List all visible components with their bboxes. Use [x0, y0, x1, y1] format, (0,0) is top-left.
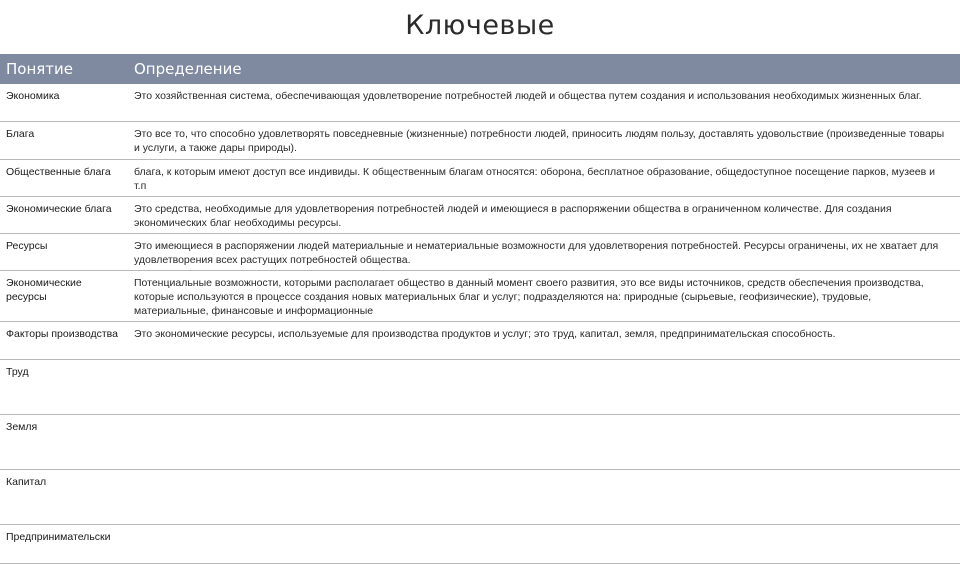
table-row — [0, 525, 960, 564]
table-row — [0, 160, 960, 197]
row-definition: Это экономические ресурсы, используемые для производства продуктов и услуг; это труд, капитал, земля, предпринимательская способность. — [127, 322, 960, 360]
row-definition: Потенциальные возможности, которыми располагает общество в данный момент своего развития, это все виды источников, средств обеспечения производства, которые используются в процессе создания новых материальных благ и услуг; подразделяются на: природные (сырьевые, геофизические), трудовые, материальные, финансовые и информационные — [127, 271, 960, 322]
row-definition — [127, 525, 960, 564]
row-term: Земля — [0, 415, 127, 470]
table-row — [0, 234, 960, 271]
header-definition: Определение — [127, 54, 960, 84]
row-definition: Это все то, что способно удовлетворять повседневные (жизненные) потребности людей, приносить людям пользу, доставлять удовольствие (произведенные товары и услуги, а также дары природы). — [127, 122, 960, 160]
row-term: Экономические блага — [0, 197, 127, 234]
table-header-row — [0, 54, 960, 84]
slide-title: Ключевые — [405, 10, 555, 41]
table-row — [0, 197, 960, 234]
row-definition — [127, 415, 960, 470]
row-term: Факторы производства — [0, 322, 127, 360]
header-term: Понятие — [0, 54, 127, 84]
row-term: Капитал — [0, 470, 127, 525]
table-row — [0, 271, 960, 322]
table-row — [0, 415, 960, 470]
row-definition: блага, к которым имеют доступ все индивиды. К общественным благам относятся: оборона, бесплатное образование, общедоступное посещение парков, музеев и т.п — [127, 160, 960, 197]
table-row — [0, 122, 960, 160]
row-term: Предпринимательски — [0, 525, 127, 564]
row-term: Общественные блага — [0, 160, 127, 197]
row-term: Экономические ресурсы — [0, 271, 127, 322]
row-term: Блага — [0, 122, 127, 160]
row-definition: Это имеющиеся в распоряжении людей материальные и нематериальные возможности для удовлетворения потребностей. Ресурсы ограничены, их не хватает для удовлетворения всех растущих потребностей общества. — [127, 234, 960, 271]
row-term: Ресурсы — [0, 234, 127, 271]
row-term: Экономика — [0, 84, 127, 122]
table-row — [0, 84, 960, 122]
row-definition — [127, 470, 960, 525]
table-row — [0, 360, 960, 415]
row-definition: Это хозяйственная система, обеспечивающая удовлетворение потребностей людей и общества путем создания и использования необходимых жизненных благ. — [127, 84, 960, 122]
table-row — [0, 322, 960, 360]
key-concepts-table — [0, 54, 960, 564]
row-definition: Это средства, необходимые для удовлетворения потребностей людей и имеющиеся в распоряжении общества в ограниченном количестве. Для создания экономических благ необходимы ресурсы. — [127, 197, 960, 234]
table-row — [0, 470, 960, 525]
row-definition — [127, 360, 960, 415]
row-term: Труд — [0, 360, 127, 415]
